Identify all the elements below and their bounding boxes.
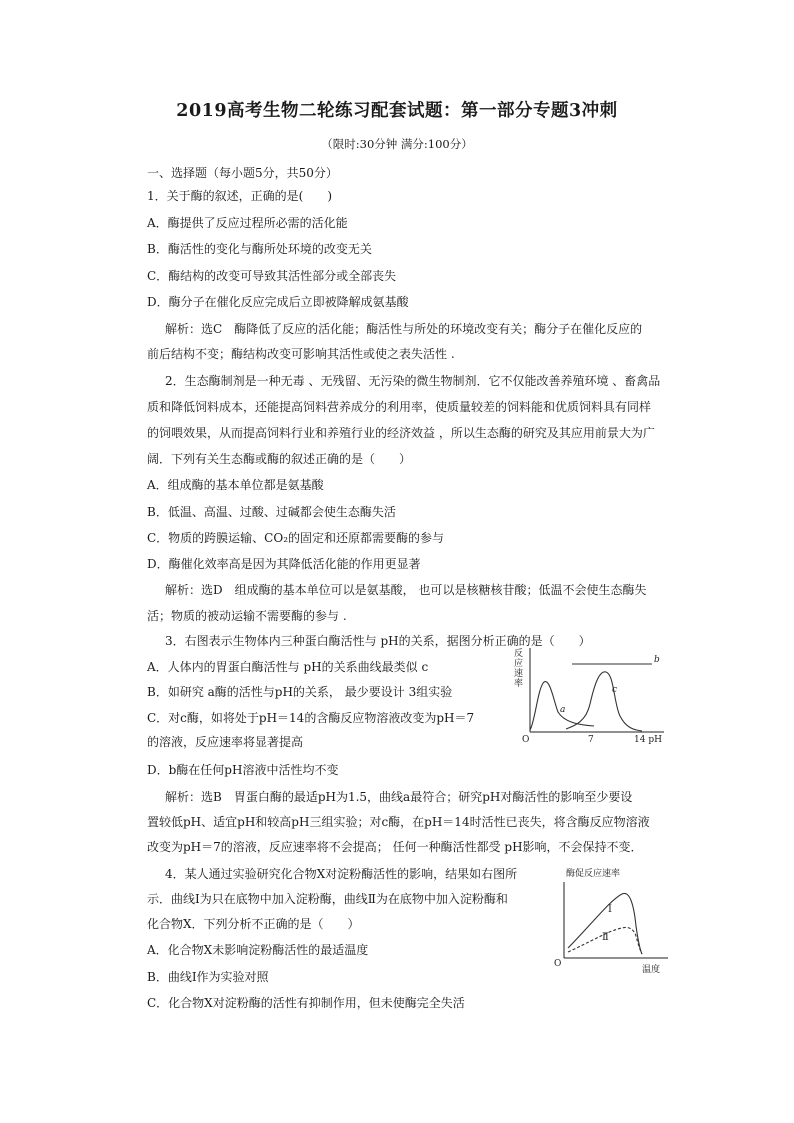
- label-c: c: [612, 685, 618, 695]
- q2-option-a: A．组成酶的基本单位都是氨基酸: [147, 478, 324, 492]
- q1-explanation-line1: 解析：选C 酶降低了反应的活化能；酶活性与所处的环境改变有关；酶分子在催化反应的: [165, 322, 643, 336]
- curve-c: [566, 672, 642, 731]
- enzyme-temperature-figure: [550, 866, 690, 976]
- q3-option-c-line2: 的溶液，反应速率将显著提高: [147, 735, 304, 749]
- y-axis-label: 反应速率: [514, 649, 524, 689]
- enzyme-ph-figure: [508, 642, 668, 744]
- q4-option-c: C．化合物X对淀粉酶的活性有抑制作用，但未使酶完全失活: [147, 996, 465, 1010]
- page-subtitle: （限时:30分钟 满分:100分）: [321, 137, 473, 151]
- q2-explanation-line1: 解析：选D 组成酶的基本单位可以是氨基酸， 也可以是核糖核苷酸；低温不会使生态酶失: [165, 583, 647, 597]
- q2-stem-line2: 质和降低饲料成本，还能提高饲料营养成分的利用率，使质量较差的饲料能和优质饲料具有同样: [147, 400, 652, 414]
- q2-explanation-line2: 活；物质的被动运输不需要酶的参与 .: [147, 609, 347, 623]
- q3-option-a: A．人体内的胃蛋白酶活性与 pH的关系曲线最类似 c: [147, 660, 429, 674]
- q1-stem: 1．关于酶的叙述，正确的是( ): [147, 189, 332, 203]
- q4-stem-line2: 示．曲线Ⅰ为只在底物中加入淀粉酶，曲线Ⅱ为在底物中加入淀粉酶和: [147, 892, 508, 906]
- tick-14: 14 pH: [634, 735, 662, 744]
- q3-explanation-line1: 解析：选B 胃蛋白酶的最适pH为1.5，曲线a最符合；研究pH对酶活性的影响至少要设: [165, 790, 633, 804]
- label-b: b: [654, 655, 660, 665]
- tick-7: 7: [588, 735, 594, 744]
- q1-option-c: C．酶结构的改变可导致其活性部分或全部丧失: [147, 269, 397, 283]
- q2-stem-line3: 的饲喂效果，从而提高饲料行业和养殖行业的经济效益 ，所以生态酶的研究及其应用前景大为广: [147, 426, 655, 440]
- q1-option-d: D．酶分子在催化反应完成后立即被降解成氨基酸: [147, 295, 409, 309]
- q2-stem-line1: 2．生态酶制剂是一种无毒 、无残留、无污染的微生物制剂．它不仅能改善养殖环境 、畜禽品: [165, 374, 661, 388]
- q4-option-b: B．曲线Ⅰ作为实验对照: [147, 970, 269, 984]
- q4-stem-line1: 4．某人通过实验研究化合物X对淀粉酶活性的影响，结果如右图所: [165, 867, 518, 881]
- q2-option-d: D．酶催化效率高是因为其降低活化能的作用更显著: [147, 557, 421, 571]
- page-title: 2019高考生物二轮练习配套试题：第一部分专题3冲刺: [176, 101, 618, 121]
- origin-label: O: [522, 735, 530, 744]
- q3-option-b: B．如研究 a酶的活性与pH的关系， 最少要设计 3组实验: [147, 685, 453, 699]
- curve-I: [568, 893, 642, 954]
- y-axis-label: 酶促反应速率: [566, 869, 621, 879]
- q3-explanation-line2: 置较低pH、适宜pH和较高pH三组实验；对c酶，在pH＝14时活性已丧失，将含酶反应物溶液: [147, 815, 650, 829]
- q3-option-d: D．b酶在任何pH溶液中活性均不变: [147, 763, 339, 777]
- q3-explanation-line3: 改变为pH＝7的溶液，反应速率将不会提高； 任何一种酶活性都受 pH影响，不会保持不变．: [147, 840, 643, 854]
- label-I: Ⅰ: [608, 904, 612, 915]
- q3-stem: 3．右图表示生物体内三种蛋白酶活性与 pH的关系，据图分析正确的是（ ）: [165, 634, 591, 648]
- q2-option-c: C．物质的跨膜运输、CO₂的固定和还原都需要酶的参与: [147, 531, 445, 545]
- q2-option-b: B．低温、高温、过酸、过碱都会使生态酶失活: [147, 505, 396, 519]
- q1-explanation-line2: 前后结构不变；酶结构改变可影响其活性或使之表失活性 .: [147, 347, 455, 361]
- q2-stem-line4: 阔．下列有关生态酶或酶的叙述正确的是（ ）: [147, 452, 412, 466]
- section-heading: 一、选择题（每小题5分，共50分）: [147, 166, 338, 180]
- q1-option-b: B．酶活性的变化与酶所处环境的改变无关: [147, 242, 372, 256]
- label-a: a: [560, 705, 566, 715]
- label-II: Ⅱ: [602, 932, 609, 943]
- q1-option-a: A．酶提供了反应过程所必需的活化能: [147, 216, 348, 230]
- origin-label: O: [554, 959, 562, 969]
- q4-option-a: A．化合物X未影响淀粉酶活性的最适温度: [147, 943, 369, 957]
- q3-option-c-line1: C．对c酶，如将处于pH＝14的含酶反应物溶液改变为pH＝7: [147, 711, 475, 725]
- q4-stem-line3: 化合物X．下列分析不正确的是（ ）: [147, 917, 360, 931]
- x-axis-label: 温度: [642, 965, 661, 975]
